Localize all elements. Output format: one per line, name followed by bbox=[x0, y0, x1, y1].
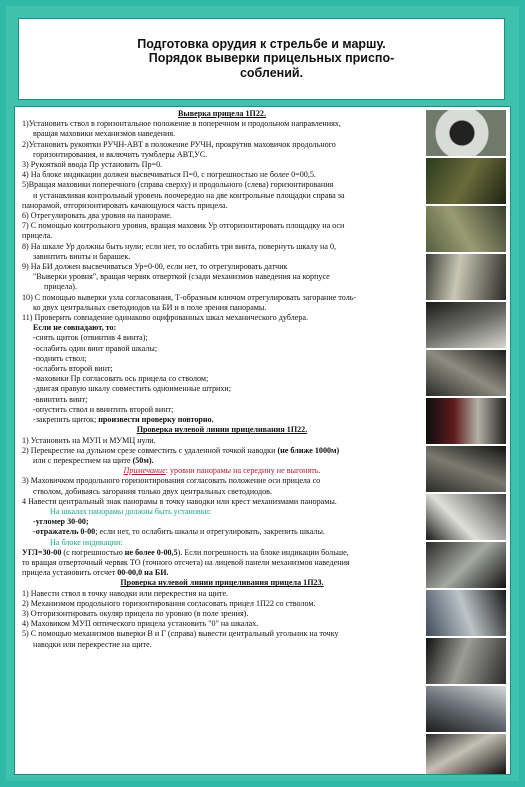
step-11-item-5: -маховики Пр согласовать ось прицела со стволом; bbox=[33, 374, 209, 384]
photo-column bbox=[426, 110, 506, 776]
zero-step-3-line1: 3) Маховичком продольного горизонтирования согласовать положение оси прицела со bbox=[22, 476, 321, 486]
poster-header bbox=[18, 18, 505, 100]
p23-step-4: 4) Маховиком МУП оптического прицела установить "0" на шкалах. bbox=[22, 619, 259, 629]
indicator-tolerance-rest: ). Если погрешность на блоке индикации больше, bbox=[177, 547, 349, 557]
photo-mechanical-scales bbox=[426, 446, 506, 492]
p23-step-2: 2) Механизмом продольного горизонтирования согласовать прицел 1П22 со стволом. bbox=[22, 598, 316, 608]
zero-step-2-line1 bbox=[22, 446, 422, 456]
indicator-line2: то вращая отверточный червяк ТО (точного отсчета) на лицевой панели механизмов наведения bbox=[22, 557, 350, 567]
photo-sight-aperture bbox=[426, 110, 506, 156]
step-11-item-9-bold: произвести проверку повторно. bbox=[98, 415, 214, 425]
step-9-line1: 9) На БИ должен высвечиваться Ур=0-00, если нет, то отрегулировать датчик bbox=[22, 262, 288, 272]
photo-indicator-block bbox=[426, 398, 506, 444]
photo-panorama-scale bbox=[426, 590, 506, 636]
step-11-item-3: -поднять ствол; bbox=[33, 353, 87, 363]
p23-step-1: 1) Навести ствол в точку наводки или перекрестия на щите. bbox=[22, 588, 229, 598]
panorama-reflector bbox=[22, 527, 422, 537]
content-sheet bbox=[14, 106, 511, 775]
step-7-line1: 7) С помощью контрольного уровня, вращая маховик Ур отгоризонтировать площадку на оси bbox=[22, 221, 345, 231]
step-10-line2: ко двух центральных светодиодов на БИ и в поле зрения панорамы. bbox=[33, 302, 267, 312]
step-5-line3: панорамой, отгоризонтировать качающуюся часть прицела. bbox=[22, 200, 228, 210]
indicator-line3 bbox=[22, 568, 422, 578]
photo-muzzle-cross bbox=[426, 494, 506, 540]
indicator-set-text: прицела установить отсчет bbox=[22, 568, 116, 578]
step-1-line1: 1)Установить ствол в горизонтальное положение в поперечном и продольном направлениях, bbox=[22, 119, 341, 129]
photo-alignment-mechanism bbox=[426, 734, 506, 774]
step-3: 3) Рукояткой ввода Пр установить Пр=0. bbox=[22, 160, 163, 170]
step-11-condition: Если не совпадают, то: bbox=[33, 323, 117, 333]
panorama-uglomer: -угломер 30-00; bbox=[33, 517, 89, 527]
photo-adjustment-key bbox=[426, 350, 506, 396]
indicator-line1 bbox=[22, 548, 422, 558]
step-9-line2: "Выверки уровня", вращая червяк отверткой (сзади механизмов наведения на корпусе bbox=[33, 272, 330, 282]
p23-step-5-line1: 5) С помощью механизмов выверки В и Г (справа) вывести центральный угольник на точку bbox=[22, 629, 339, 639]
step-1-line2: вращая маховики механизмов наведения. bbox=[33, 129, 176, 139]
step-5-line2: и устанавливая контрольный уровень поочередно на две контрольные площадки справа за bbox=[33, 190, 345, 200]
step-2-line1: 2)Установить рукоятки РУЧН-АВТ в положение РУЧН, прокрутив маховичок продольного bbox=[22, 139, 336, 149]
instruction-text bbox=[22, 109, 422, 650]
step-2-line2: горизонтирования, и включить тумблеры АВТ,УС. bbox=[33, 149, 208, 159]
zero-step-3-line2: стволом, добиваясь загорания только двух центральных светодиодов. bbox=[33, 486, 273, 496]
photo-sight-body bbox=[426, 302, 506, 348]
photo-control-level bbox=[426, 206, 506, 252]
step-5-line1: 5)Вращая маховики поперечного (справа сверху) и продольного (слева) горизонтирования bbox=[22, 180, 334, 190]
note bbox=[22, 466, 422, 476]
indicator-block-heading: На блоке индикации: bbox=[50, 537, 123, 547]
step-11-item-1: -снять щиток (отвинтив 4 винта); bbox=[33, 333, 148, 343]
photo-screwdriver-adjust bbox=[426, 638, 506, 684]
section-title-1p23: Проверка нулевой линии прицеливания прицела 1П23. bbox=[120, 578, 324, 588]
section-title-1p22: Выверка прицела 1П22. bbox=[178, 109, 266, 118]
header-title-line3: соблений. bbox=[239, 66, 304, 80]
step-11-item-8: -опустить ствол и ввинтить второй винт; bbox=[33, 404, 174, 414]
step-9-line3: прицела). bbox=[44, 282, 77, 292]
p23-step-3: 3) Отгоризонтировать окуляр прицела по уровню (в поле зрения). bbox=[22, 608, 249, 618]
header-title-line2: Порядок выверки прицельных приспо- bbox=[148, 51, 395, 65]
step-11-item-2: -ослабить один винт правой шкалы; bbox=[33, 343, 158, 353]
step-7-line2: прицела. bbox=[22, 231, 53, 241]
indicator-ugl: УГЛ=30-00 bbox=[22, 547, 62, 557]
panorama-scales-heading: На шкалах панорамы должны быть установки: bbox=[50, 506, 212, 516]
step-6: 6) Отрегулировать два уровня на панораме. bbox=[22, 211, 172, 221]
photo-panorama bbox=[426, 254, 506, 300]
step-11-item-9 bbox=[22, 415, 422, 425]
photo-horizontal-drive bbox=[426, 542, 506, 588]
reflector-instruction: ; если нет, то ослабить шкалы и отрегулировать, закрепить шкалы. bbox=[95, 527, 325, 537]
step-8-line1: 8) На шкале Ур должны быть нули; если нет, то ослабить три винта, повернуть шкалу на 0, bbox=[22, 241, 337, 251]
zero-step-1: 1) Установить на МУП и МУМЦ нули. bbox=[22, 435, 156, 445]
zero-step-2-alt: или с перекрестием на щите bbox=[33, 455, 131, 465]
step-4: 4) На блоке индикации должен высвечиваться П=0, с погрешностью не более 0=00,5. bbox=[22, 170, 316, 180]
step-11-item-4: -ослабить второй винт; bbox=[33, 364, 113, 374]
zero-step-2-alt-distance: (50м). bbox=[132, 455, 154, 465]
step-11-item-9-text: -закрепить щиток; bbox=[33, 415, 97, 425]
step-11-item-7: -ввинтить винт; bbox=[33, 394, 88, 404]
step-10-line1: 10) С помощью выверки узла согласования, Т-образным ключом отрегулировать загорание толь- bbox=[22, 292, 357, 302]
zero-step-2-text: 2) Перекрестие на дульном срезе совместить с удаленной точкой наводки bbox=[22, 445, 276, 455]
reflector-value: -отражатель 0-00 bbox=[33, 527, 96, 537]
zero-step-2-line2 bbox=[22, 456, 422, 466]
note-label: Примечание bbox=[123, 466, 166, 476]
indicator-set-value: 00-00,0 на БИ. bbox=[117, 568, 169, 578]
step-11: 11) Проверить совпадение одинаково оцифрованных шкал механического дублера. bbox=[22, 313, 308, 323]
indicator-tolerance-open: (с погрешностью bbox=[61, 547, 123, 557]
photo-optical-sight bbox=[426, 686, 506, 732]
step-11-item-6: -двигая правую шкалу совместить одноименные штрихи; bbox=[33, 384, 231, 394]
header-title-line1: Подготовка орудия к стрельбе и маршу. bbox=[137, 37, 386, 51]
p23-step-5-line2: наводки или перекрестие на щите. bbox=[33, 639, 152, 649]
photo-level-mechanism bbox=[426, 158, 506, 204]
zero-step-4: 4 Навести центральный знак панорамы в точку наводки или крест механизмами панорамы. bbox=[22, 496, 337, 506]
section-title-zero-line: Проверка нулевой линии прицеливания 1П22. bbox=[136, 425, 308, 435]
step-8-line2: завинтить винты и барашек. bbox=[33, 251, 131, 261]
indicator-tolerance: не более 0-00,5 bbox=[124, 547, 178, 557]
note-text: : уровни панорамы на середину не выгонять. bbox=[165, 466, 321, 476]
zero-step-2-distance: (не ближе 1000м) bbox=[277, 445, 340, 455]
